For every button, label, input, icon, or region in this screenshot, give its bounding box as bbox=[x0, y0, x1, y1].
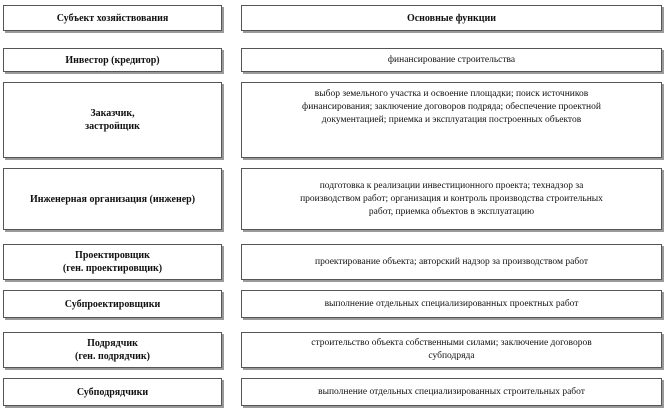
header-functions-cell bbox=[241, 5, 662, 31]
subject-line: Заказчик, bbox=[90, 108, 135, 119]
function-subcontractors bbox=[241, 378, 662, 406]
subject-line: Субпроектировщики bbox=[64, 298, 161, 310]
header-subject-cell bbox=[3, 5, 222, 31]
subject-line: Инженерная организация (инженер) bbox=[29, 193, 196, 205]
subject-line: Проектировщик bbox=[75, 250, 150, 261]
subject-subcontractors bbox=[3, 378, 222, 406]
function-line: финансирование строительства bbox=[387, 54, 516, 65]
function-line: производством работ; организация и контроль производства строительных bbox=[300, 193, 603, 204]
function-line: выбор земельного участка и освоение площадки; поиск источников bbox=[314, 89, 589, 99]
subject-contractor bbox=[3, 332, 222, 368]
function-line: субподряда bbox=[428, 351, 475, 361]
header-functions-label: Основные функции bbox=[406, 12, 497, 24]
subject-line: Субподрядчики bbox=[76, 386, 149, 398]
subject-designer bbox=[3, 244, 222, 280]
function-engineer bbox=[241, 168, 662, 230]
function-line: подготовка к реализации инвестиционного проекта; технадзор за bbox=[319, 180, 584, 191]
subject-subdesigners bbox=[3, 290, 222, 318]
function-line: проектирование объекта; авторский надзор за производством работ bbox=[315, 256, 588, 267]
function-line: строительство объекта собственными силами; заключение договоров bbox=[311, 338, 592, 348]
function-subdesigners bbox=[241, 290, 662, 318]
subject-customer bbox=[3, 82, 222, 158]
subject-line: (ген. подрядчик) bbox=[75, 351, 150, 362]
subject-investor bbox=[3, 48, 222, 72]
function-contractor bbox=[241, 332, 662, 368]
function-line: документацией; приемка и эксплуатация построенных объектов bbox=[321, 115, 582, 125]
header-subject-label: Субъект хозяйствования bbox=[56, 12, 169, 24]
subject-line: Подрядчик bbox=[87, 338, 138, 349]
subject-line: (ген. проектировщик) bbox=[62, 263, 163, 274]
function-customer bbox=[241, 82, 662, 158]
function-line: выполнение отдельных специализированных строительных работ bbox=[318, 386, 585, 397]
function-designer bbox=[241, 244, 662, 280]
function-line: работ, приемка объектов в эксплуатацию bbox=[368, 206, 535, 217]
function-investor bbox=[241, 48, 662, 72]
subject-engineer bbox=[3, 168, 222, 230]
function-line: выполнение отдельных специализированных проектных работ bbox=[324, 298, 579, 309]
function-line: финансирования; заключение договоров подряда; обеспечение проектной bbox=[302, 102, 601, 112]
subject-line: Инвестор (кредитор) bbox=[65, 54, 160, 66]
subject-line: застройщик bbox=[85, 121, 140, 132]
